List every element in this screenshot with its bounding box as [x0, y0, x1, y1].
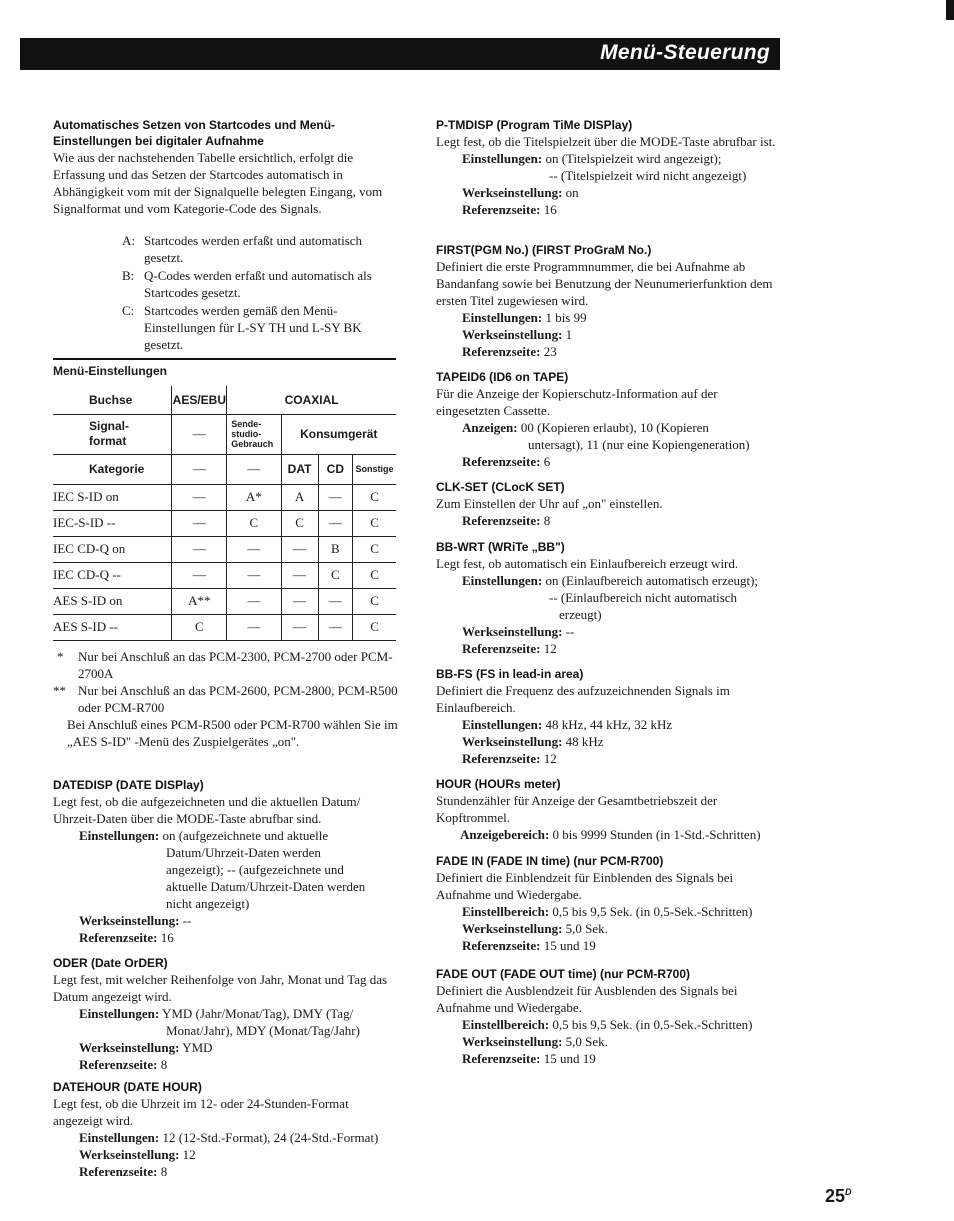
cell: — — [318, 510, 353, 536]
footnote — [53, 682, 398, 716]
sende-line2: studio- — [231, 429, 262, 439]
einstellungen-value: 48 kHz, 44 kHz, 32 kHz — [545, 717, 673, 732]
anzeigebereich-line — [460, 826, 781, 843]
referenzseite-value: 16 — [160, 930, 174, 945]
werkseinstellung-line — [462, 920, 781, 937]
referenzseite-line — [79, 929, 398, 946]
werkseinstellung-value: on — [565, 185, 579, 200]
werkseinstellung-value: -- — [182, 913, 192, 928]
header-sendestudio — [227, 414, 281, 454]
page-number-suffix: D — [845, 1187, 852, 1197]
section-heading: DATEDISP (DATE DISPlay) — [53, 778, 204, 792]
cell: — — [227, 588, 281, 614]
page-edge-mark — [946, 0, 954, 20]
page-number — [825, 1186, 852, 1207]
cell: — — [318, 588, 353, 614]
table-row — [53, 536, 396, 562]
werkseinstellung-value: 5,0 Sek. — [565, 921, 608, 936]
section-body: Legt fest, ob automatisch ein Einlaufbereich erzeugt wird. — [436, 556, 739, 571]
einstellungen-label: Einstellungen: — [79, 1006, 160, 1021]
row-label: IEC-S-ID -- — [53, 510, 172, 536]
werkseinstellung-value: 5,0 Sek. — [565, 1034, 608, 1049]
cell: C — [227, 510, 281, 536]
einstellbereich-label: Einstellbereich: — [462, 904, 550, 919]
einstellungen-value: on (Titelspielzeit wird angezeigt); — [545, 151, 722, 166]
referenzseite-value: 12 — [543, 751, 557, 766]
einstellungen-line — [462, 572, 781, 589]
section-body: Legt fest, ob die Titelspielzeit über die MODE-Taste abrufbar ist. — [436, 134, 776, 149]
hour-section — [436, 776, 781, 843]
footnote — [53, 648, 398, 682]
werkseinstellung-line — [462, 1033, 781, 1050]
einstellungen-value: on (aufgezeichnete und aktuelle — [162, 828, 329, 843]
settings-block — [436, 572, 781, 657]
bbfs-section — [436, 666, 781, 767]
menu-table-title: Menü-Einstellungen — [53, 364, 167, 378]
bbwrt-section — [436, 539, 781, 657]
row-label: IEC CD-Q -- — [53, 562, 172, 588]
cell: C — [353, 562, 396, 588]
legend-letter: B: — [122, 268, 135, 283]
sende-line3: Gebrauch — [231, 439, 274, 449]
settings-block — [436, 903, 781, 954]
legend-letter: A: — [122, 233, 135, 248]
referenzseite-line — [79, 1056, 398, 1073]
werkseinstellung-label: Werkseinstellung: — [462, 327, 563, 342]
cell: — — [318, 614, 353, 640]
cell: C — [281, 510, 318, 536]
legend-item — [122, 302, 398, 353]
header-bar — [20, 38, 780, 70]
referenzseite-line — [462, 750, 781, 767]
footnote-marker: * — [57, 649, 64, 664]
header-cd: CD — [318, 454, 353, 484]
section-body: Definiert die erste Programmnummer, die bei Aufnahme ab Bandanfang sowie bei Benutzung der Neunumerierfunktion dem ersten Titel zugewiesen wird. — [436, 259, 773, 308]
cell: C — [353, 588, 396, 614]
cell: A* — [227, 484, 281, 510]
einstellungen-value: 12 (12-Std.-Format), 24 (24-Std.-Format) — [162, 1130, 379, 1145]
einstellungen-label: Einstellungen: — [462, 310, 543, 325]
footnote-text: Nur bei Anschluß an das PCM-2600, PCM-2800, PCM-R500 oder PCM-R700 — [78, 683, 398, 715]
header-signalformat — [53, 414, 172, 454]
werkseinstellung-line — [462, 184, 781, 201]
cell: — — [172, 562, 227, 588]
section-body: Zum Einstellen der Uhr auf „on" einstellen. — [436, 496, 663, 511]
werkseinstellung-label: Werkseinstellung: — [462, 185, 563, 200]
anzeigebereich-value: 0 bis 9999 Stunden (in 1-Std.-Schritten) — [552, 827, 761, 842]
referenzseite-value: 16 — [543, 202, 557, 217]
cell: A** — [172, 588, 227, 614]
cell: — — [281, 588, 318, 614]
section-heading: BB-WRT (WRiTe „BB") — [436, 540, 565, 554]
einstellungen-line — [79, 1129, 398, 1146]
header-sonstige: Sonstige — [353, 454, 396, 484]
settings-block — [436, 309, 781, 360]
settings-block — [436, 419, 781, 470]
einstellungen-line — [462, 716, 781, 733]
einstellungen-value: angezeigt); -- (aufgezeichnete und — [166, 862, 344, 877]
anzeigen-label: Anzeigen: — [462, 420, 518, 435]
anzeigebereich-label: Anzeigebereich: — [460, 827, 550, 842]
header-dat: DAT — [281, 454, 318, 484]
section-body: Definiert die Frequenz des aufzuzeichnenden Signals im Einlaufbereich. — [436, 683, 730, 715]
footnote-text: Bei Anschluß eines PCM-R500 oder PCM-R700 wählen Sie im „AES S-ID" -Menü des Zuspielgerätes „on". — [67, 717, 398, 749]
settings-block — [436, 716, 781, 767]
footnote — [53, 716, 398, 750]
header-konsumgeraet: Konsumgerät — [281, 414, 396, 454]
referenzseite-label: Referenzseite: — [462, 938, 541, 953]
referenzseite-label: Referenzseite: — [79, 1164, 158, 1179]
section-heading: CLK-SET (CLocK SET) — [436, 480, 565, 494]
signalformat-line1: Signal- — [89, 419, 130, 433]
cell: — — [227, 614, 281, 640]
row-label: AES S-ID on — [53, 588, 172, 614]
einstellungen-value: on (Einlaufbereich automatisch erzeugt); — [545, 573, 759, 588]
cell: C — [172, 614, 227, 640]
oder-section — [53, 955, 398, 1073]
werkseinstellung-label: Werkseinstellung: — [462, 921, 563, 936]
first-section — [436, 242, 781, 360]
fadein-section — [436, 853, 781, 954]
referenzseite-value: 23 — [543, 344, 557, 359]
referenzseite-line — [462, 201, 781, 218]
einstellungen-line — [79, 1005, 398, 1022]
werkseinstellung-label: Werkseinstellung: — [79, 1040, 180, 1055]
table-footnotes — [53, 648, 398, 750]
referenzseite-value: 12 — [543, 641, 557, 656]
legend-text: Startcodes werden gemäß den Menü-Einstellungen für L-SY TH und L-SY BK gesetzt. — [144, 303, 362, 352]
werkseinstellung-line — [462, 733, 781, 750]
einstellungen-line — [79, 827, 398, 844]
werkseinstellung-value: 1 — [565, 327, 573, 342]
section-body: Stundenzähler für Anzeige der Gesamtbetriebszeit der Kopftrommel. — [436, 793, 718, 825]
signalformat-aes-cell: — — [172, 414, 227, 454]
fadeout-section — [436, 966, 781, 1067]
cell: — — [281, 614, 318, 640]
referenzseite-value: 15 und 19 — [543, 1051, 596, 1066]
section-heading: DATEHOUR (DATE HOUR) — [53, 1080, 202, 1094]
header-coaxial: COAXIAL — [227, 386, 396, 414]
werkseinstellung-label: Werkseinstellung: — [462, 1034, 563, 1049]
werkseinstellung-line — [79, 912, 398, 929]
row-label: AES S-ID -- — [53, 614, 172, 640]
header-kategorie: Kategorie — [53, 454, 172, 484]
tapeid6-section — [436, 369, 781, 470]
referenzseite-line — [462, 640, 781, 657]
section-heading: BB-FS (FS in lead-in area) — [436, 667, 584, 681]
werkseinstellung-line — [79, 1039, 398, 1056]
table-row — [53, 562, 396, 588]
datehour-section — [53, 1079, 398, 1180]
section-heading: ODER (Date OrDER) — [53, 956, 168, 970]
section-heading: P-TMDISP (Program TiMe DISPlay) — [436, 118, 633, 132]
footnote-text: Nur bei Anschluß an das PCM-2300, PCM-2700 oder PCM-2700A — [78, 649, 393, 681]
werkseinstellung-line — [462, 623, 781, 640]
sende-line1: Sende- — [231, 419, 262, 429]
footnote-marker: ** — [53, 683, 66, 698]
referenzseite-label: Referenzseite: — [79, 930, 158, 945]
cell: — — [172, 536, 227, 562]
settings-block — [53, 1129, 398, 1180]
werkseinstellung-line — [79, 1146, 398, 1163]
section-heading: TAPEID6 (ID6 on TAPE) — [436, 370, 569, 384]
referenzseite-label: Referenzseite: — [462, 454, 541, 469]
settings-block — [53, 1005, 398, 1073]
table-top-rule — [53, 358, 396, 360]
section-heading: FADE IN (FADE IN time) (nur PCM-R700) — [436, 854, 664, 868]
einstellungen-label: Einstellungen: — [462, 573, 543, 588]
intro-section — [53, 117, 398, 217]
einstellungen-value: 1 bis 99 — [545, 310, 587, 325]
referenzseite-label: Referenzseite: — [79, 1057, 158, 1072]
cell: B — [318, 536, 353, 562]
referenzseite-line — [462, 512, 781, 529]
settings-block — [436, 150, 781, 218]
referenzseite-line — [462, 937, 781, 954]
einstellungen-label: Einstellungen: — [79, 828, 160, 843]
werkseinstellung-value: YMD — [182, 1040, 213, 1055]
einstellungen-label: Einstellungen: — [462, 717, 543, 732]
einstellbereich-label: Einstellbereich: — [462, 1017, 550, 1032]
einstellungen-line — [462, 150, 781, 167]
referenzseite-label: Referenzseite: — [462, 202, 541, 217]
werkseinstellung-value: 48 kHz — [565, 734, 604, 749]
einstellungen-line — [462, 309, 781, 326]
legend-text: Q-Codes werden erfaßt und automatisch als Startcodes gesetzt. — [144, 268, 372, 300]
datedisp-section — [53, 777, 398, 946]
referenzseite-label: Referenzseite: — [462, 1051, 541, 1066]
section-heading: FADE OUT (FADE OUT time) (nur PCM-R700) — [436, 967, 691, 981]
referenzseite-value: 8 — [160, 1057, 168, 1072]
clkset-section — [436, 479, 781, 529]
settings-block — [436, 512, 781, 529]
cell: — — [172, 484, 227, 510]
einstellungen-value: -- (Einlaufbereich nicht automatisch — [549, 590, 738, 605]
anzeigen-value: 00 (Kopieren erlaubt), 10 (Kopieren — [520, 420, 709, 435]
legend-text: Startcodes werden erfaßt und automatisch gesetzt. — [144, 233, 363, 265]
referenzseite-line — [462, 453, 781, 470]
table-row — [53, 484, 396, 510]
page-title: Menü-Steuerung — [600, 41, 770, 64]
table-row — [53, 588, 396, 614]
cell: — — [281, 562, 318, 588]
cell: C — [353, 510, 396, 536]
settings-block — [436, 1016, 781, 1067]
section-body: Definiert die Ausblendzeit für Ausblenden des Signals bei Aufnahme und Wiedergabe. — [436, 983, 738, 1015]
anzeigen-value: untersagt), 11 (nur eine Kopiengeneration) — [528, 437, 750, 452]
menu-settings-table — [53, 386, 396, 641]
werkseinstellung-label: Werkseinstellung: — [79, 913, 180, 928]
intro-body: Wie aus der nachstehenden Tabelle ersichtlich, erfolgt die Erfassung und das Setzen der Startcodes automatisch in Abhängigkeit vom mit der Signalquelle belegten Eingang, vom Signalformat und vom Kategorie-Code des Signals. — [53, 150, 383, 216]
legend-item — [122, 232, 398, 266]
row-label: IEC CD-Q on — [53, 536, 172, 562]
signalformat-line2: format — [89, 434, 127, 448]
werkseinstellung-value: -- — [565, 624, 575, 639]
ptmdisp-section — [436, 117, 781, 218]
einstellungen-value: Datum/Uhrzeit-Daten werden — [166, 845, 321, 860]
cell: C — [353, 536, 396, 562]
section-body: Legt fest, mit welcher Reihenfolge von Jahr, Monat und Tag das Datum angezeigt wird. — [53, 972, 388, 1004]
cell: — — [172, 510, 227, 536]
section-body: Legt fest, ob die aufgezeichneten und die aktuellen Datum/ Uhrzeit-Daten über die MODE-Taste abrufbar sind. — [53, 794, 361, 826]
werkseinstellung-line — [462, 326, 781, 343]
referenzseite-value: 6 — [543, 454, 551, 469]
einstellungen-value: YMD (Jahr/Monat/Tag), DMY (Tag/ — [161, 1006, 354, 1021]
einstellungen-label: Einstellungen: — [462, 151, 543, 166]
cell: — — [227, 562, 281, 588]
werkseinstellung-label: Werkseinstellung: — [462, 734, 563, 749]
referenzseite-line — [462, 343, 781, 360]
einstellungen-value: nicht angezeigt) — [166, 896, 250, 911]
legend-letter: C: — [122, 303, 135, 318]
section-heading: HOUR (HOURs meter) — [436, 777, 561, 791]
referenzseite-label: Referenzseite: — [462, 513, 541, 528]
cell: — — [318, 484, 353, 510]
kategorie-aes-cell: — — [172, 454, 227, 484]
einstellbereich-value: 0,5 bis 9,5 Sek. (in 0,5-Sek.-Schritten) — [552, 1017, 753, 1032]
legend-item — [122, 267, 398, 301]
referenzseite-label: Referenzseite: — [462, 344, 541, 359]
cell: — — [227, 536, 281, 562]
einstellbereich-value: 0,5 bis 9,5 Sek. (in 0,5-Sek.-Schritten) — [552, 904, 753, 919]
intro-heading-line2: Einstellungen bei digitaler Aufnahme — [53, 134, 264, 148]
cell: C — [318, 562, 353, 588]
section-heading: FIRST(PGM No.) (FIRST ProGraM No.) — [436, 243, 652, 257]
intro-heading-line1: Automatisches Setzen von Startcodes und Menü- — [53, 118, 336, 132]
referenzseite-label: Referenzseite: — [462, 751, 541, 766]
cell: — — [281, 536, 318, 562]
page-number-value: 25 — [825, 1186, 846, 1206]
werkseinstellung-value: 12 — [182, 1147, 196, 1162]
einstellungen-value: erzeugt) — [559, 607, 602, 622]
referenzseite-line — [79, 1163, 398, 1180]
table-row — [53, 510, 396, 536]
settings-block — [53, 827, 398, 946]
einstellungen-value: Monat/Jahr), MDY (Monat/Tag/Jahr) — [166, 1023, 360, 1038]
einstellungen-value: -- (Titelspielzeit wird nicht angezeigt) — [549, 168, 747, 183]
kategorie-sende-cell: — — [227, 454, 281, 484]
cell: C — [353, 614, 396, 640]
einstellungen-label: Einstellungen: — [79, 1130, 160, 1145]
header-buchse: Buchse — [53, 386, 172, 414]
werkseinstellung-label: Werkseinstellung: — [79, 1147, 180, 1162]
cell: C — [353, 484, 396, 510]
startcode-legend — [122, 232, 398, 354]
referenzseite-label: Referenzseite: — [462, 641, 541, 656]
werkseinstellung-label: Werkseinstellung: — [462, 624, 563, 639]
referenzseite-value: 8 — [160, 1164, 168, 1179]
section-body: Legt fest, ob die Uhrzeit im 12- oder 24-Stunden-Format angezeigt wird. — [53, 1096, 349, 1128]
section-body: Für die Anzeige der Kopierschutz-Information auf der eingesetzten Cassette. — [436, 386, 718, 418]
cell: A — [281, 484, 318, 510]
row-label: IEC S-ID on — [53, 484, 172, 510]
einstellungen-value: aktuelle Datum/Uhrzeit-Daten werden — [166, 879, 366, 894]
referenzseite-value: 8 — [543, 513, 551, 528]
settings-block — [436, 826, 781, 843]
table-row — [53, 614, 396, 640]
section-body: Definiert die Einblendzeit für Einblenden des Signals bei Aufnahme und Wiedergabe. — [436, 870, 734, 902]
einstellbereich-line — [462, 903, 781, 920]
anzeigen-line — [462, 419, 781, 436]
referenzseite-value: 15 und 19 — [543, 938, 596, 953]
header-aesebu: AES/EBU — [172, 386, 227, 414]
einstellbereich-line — [462, 1016, 781, 1033]
referenzseite-line — [462, 1050, 781, 1067]
